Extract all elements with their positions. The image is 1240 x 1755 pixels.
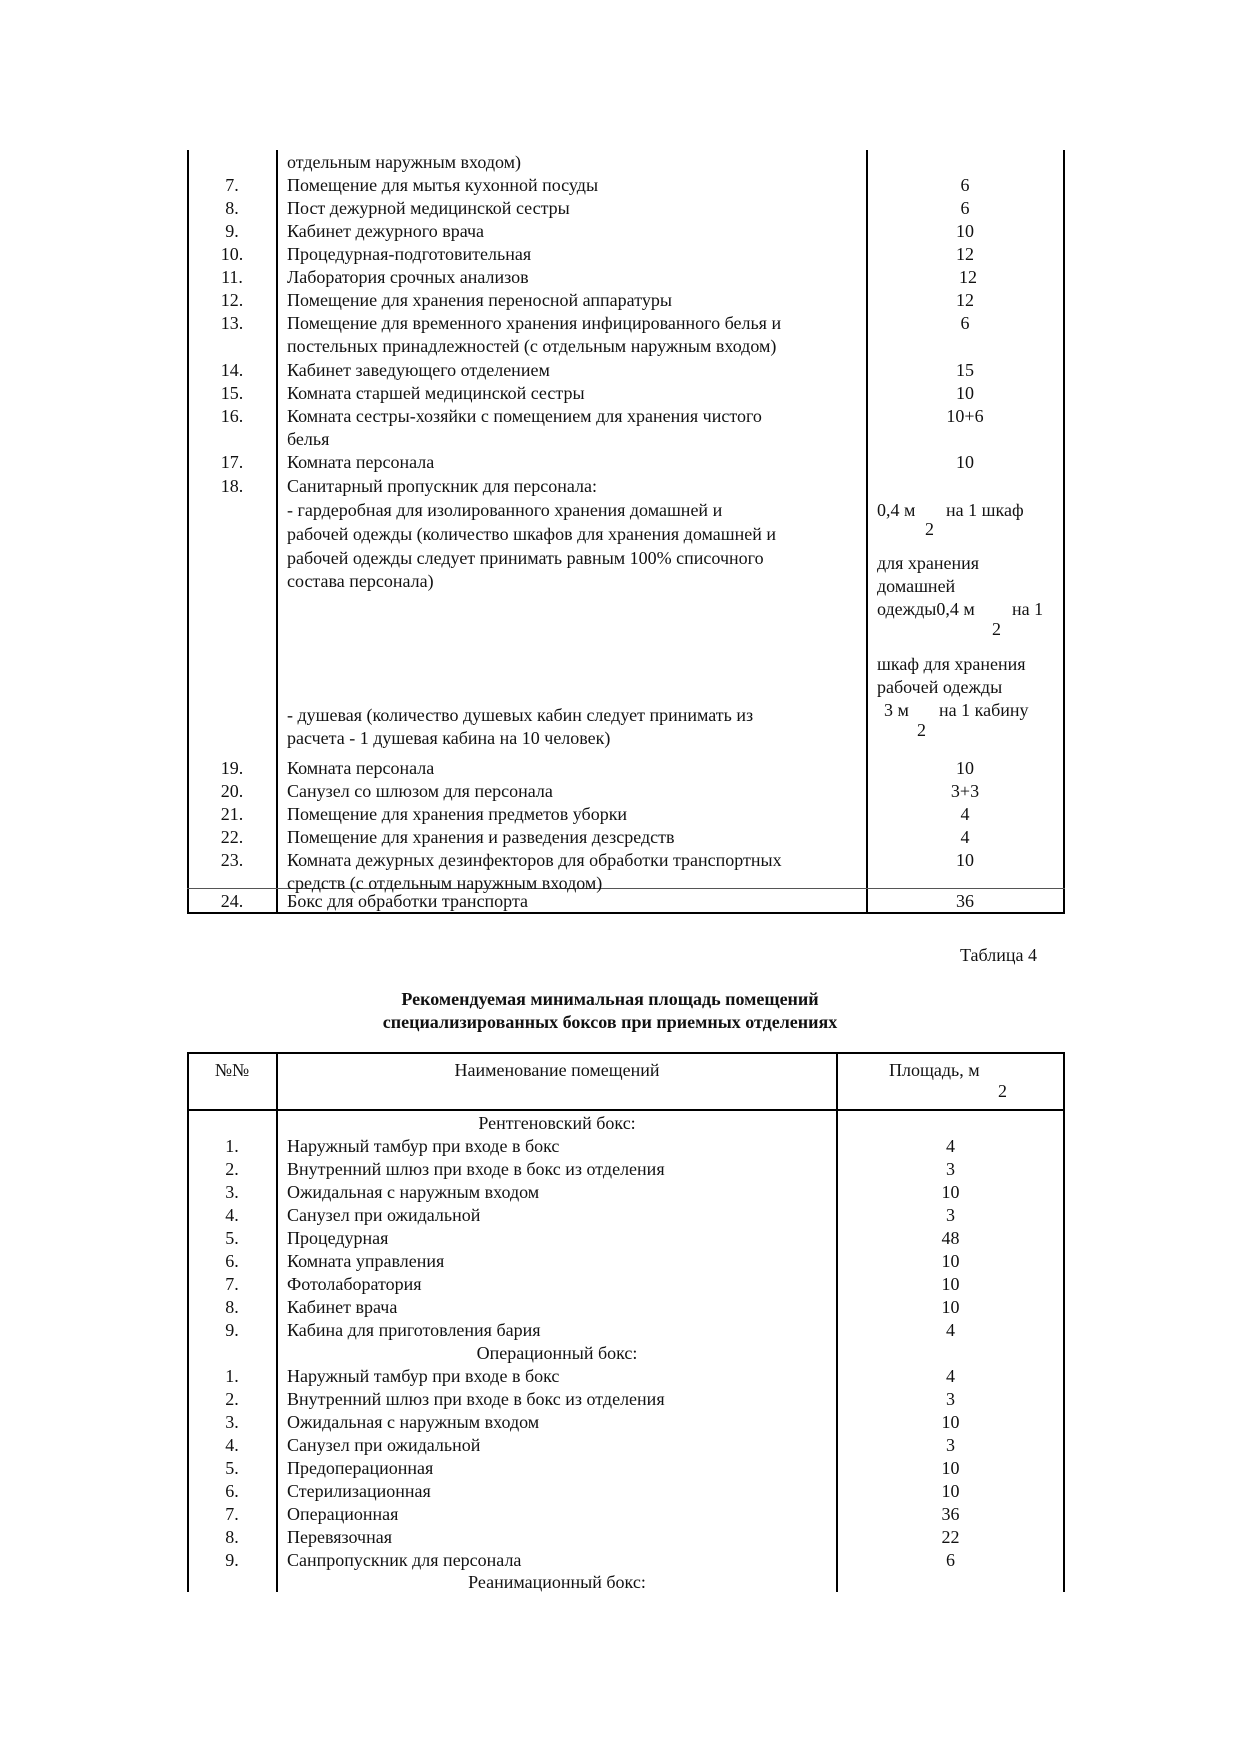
table-label: Таблица 4 <box>960 945 1037 965</box>
cell-num: 8. <box>225 198 239 218</box>
shower-line: расчета - 1 душевая кабина на 10 человек) <box>287 728 611 748</box>
cell-num: 23. <box>220 850 244 870</box>
cell-area: 22 <box>941 1527 960 1547</box>
cell-area: 4 <box>946 1320 955 1340</box>
cell-name: Операционная <box>287 1504 399 1524</box>
cell-area: 10 <box>956 850 974 870</box>
cell-num: 5. <box>225 1458 239 1478</box>
header-area-superscript: 2 <box>998 1081 1007 1101</box>
cell-name: Внутренний шлюз при входе в бокс из отделения <box>287 1389 665 1409</box>
cell-num: 17. <box>220 452 244 472</box>
shower-line: - душевая (количество душевых кабин следует принимать из <box>287 705 754 725</box>
cell-name: Перевязочная <box>287 1527 393 1547</box>
cell-name: Санузел при ожидальной <box>287 1205 481 1225</box>
section-title: Операционный бокс: <box>476 1343 638 1363</box>
cell-num: 8. <box>225 1297 239 1317</box>
cell-name: Ожидальная с наружным входом <box>287 1412 540 1432</box>
section-title: Рентгеновский бокс: <box>478 1113 636 1133</box>
cell-name: Комната дежурных дезинфекторов для обработки транспортных <box>287 850 782 870</box>
cell-name: Предоперационная <box>287 1458 434 1478</box>
cell-name-cont: постельных принадлежностей (с отдельным наружным входом) <box>287 336 777 356</box>
area-home-clothes-tail: на 1 <box>1012 599 1044 619</box>
area-work-clothes: рабочей одежды <box>877 677 1003 697</box>
cell-name: Процедурная <box>287 1228 389 1248</box>
table-title-line1: Рекомендуемая минимальная площадь помещений <box>401 989 819 1009</box>
cell-name: Стерилизационная <box>287 1481 431 1501</box>
cell-name: Комната старшей медицинской сестры <box>287 383 585 403</box>
wardrobe-line: - гардеробная для изолированного хранения домашней и <box>287 500 723 520</box>
cell-name: Комната персонала <box>287 452 435 472</box>
section-title: Реанимационный бокс: <box>468 1572 646 1592</box>
table-border-right <box>1063 150 1065 914</box>
cell-area: 12 <box>959 267 977 287</box>
cell-area: 10 <box>941 1297 960 1317</box>
cell-area: 10 <box>956 758 974 778</box>
cell-num: 1. <box>225 1136 239 1156</box>
area-shower: 3 м <box>884 700 909 720</box>
wardrobe-line: рабочей одежды следует принимать равным 100% списочного <box>287 548 764 568</box>
cell-num: 12. <box>220 290 244 310</box>
cell-name-cont: белья <box>287 429 330 449</box>
cell-area: 3 <box>946 1435 955 1455</box>
cell-area: 3 <box>946 1159 955 1179</box>
cell-name: Помещение для хранения переносной аппаратуры <box>287 290 672 310</box>
cell-area: 10 <box>941 1481 960 1501</box>
wardrobe-line: рабочей одежды (количество шкафов для хранения домашней и <box>287 524 776 544</box>
cell-area: 4 <box>960 827 970 847</box>
area-wardrobe-tail: на 1 шкаф <box>946 500 1024 520</box>
cell-num: 7. <box>225 1274 239 1294</box>
cell-area: 10 <box>941 1251 960 1271</box>
cell-name: Ожидальная с наружным входом <box>287 1182 540 1202</box>
cell-area: 10 <box>956 221 974 241</box>
cell-num: 22. <box>220 827 244 847</box>
area-superscript: 2 <box>917 720 926 740</box>
cell-name: Фотолаборатория <box>287 1274 422 1294</box>
cell-name: Бокс для обработки транспорта <box>287 891 529 911</box>
cell-num: 15. <box>220 383 244 403</box>
cell-area: 10 <box>941 1412 960 1432</box>
cell-area: 4 <box>946 1366 955 1386</box>
area-home-clothes: для хранения <box>877 553 980 573</box>
cell-name: Кабинет врача <box>287 1297 398 1317</box>
table-divider-num <box>276 150 278 914</box>
cell-name: Кабина для приготовления бария <box>287 1320 541 1340</box>
cell-area: 10 <box>941 1274 960 1294</box>
table-title-line2: специализированных боксов при приемных отделениях <box>382 1012 838 1032</box>
cell-name: Санузел со шлюзом для персонала <box>287 781 553 801</box>
cell-num: 10. <box>220 244 244 264</box>
header-num: №№ <box>214 1060 250 1080</box>
cell-area: 15 <box>956 360 974 380</box>
header-area: Площадь, м <box>889 1060 980 1080</box>
cell-name: Внутренний шлюз при входе в бокс из отделения <box>287 1159 665 1179</box>
area-home-clothes: одежды0,4 м <box>877 599 975 619</box>
table4-border-right <box>1063 1052 1065 1592</box>
cell-name-cont: средств (с отдельным наружным входом) <box>287 873 603 893</box>
cell-num: 3. <box>225 1412 239 1432</box>
cell-num: 21. <box>220 804 244 824</box>
cell-area: 4 <box>960 804 970 824</box>
cell-num: 13. <box>220 313 244 333</box>
cell-name: Санузел при ожидальной <box>287 1435 481 1455</box>
cell-name: отдельным наружным входом) <box>287 152 522 172</box>
area-home-clothes: домашней <box>877 576 956 596</box>
cell-num: 6. <box>225 1481 239 1501</box>
area-work-clothes: шкаф для хранения <box>877 654 1026 674</box>
cell-num: 4. <box>225 1435 239 1455</box>
cell-num: 18. <box>220 476 244 496</box>
cell-area: 36 <box>941 1504 960 1524</box>
cell-name: Помещение для временного хранения инфицированного белья и <box>287 313 782 333</box>
header-name: Наименование помещений <box>454 1060 660 1080</box>
table4-border-top <box>187 1052 1065 1054</box>
table4-header-bottom <box>187 1109 1065 1111</box>
cell-area: 6 <box>960 198 970 218</box>
cell-name: Санитарный пропускник для персонала: <box>287 476 597 496</box>
cell-area: 3+3 <box>950 781 980 801</box>
cell-num: 2. <box>225 1159 239 1179</box>
cell-num: 6. <box>225 1251 239 1271</box>
cell-area: 10+6 <box>946 406 984 426</box>
cell-num: 1. <box>225 1366 239 1386</box>
cell-area: 4 <box>946 1136 955 1156</box>
cell-num: 7. <box>225 1504 239 1524</box>
cell-num: 9. <box>225 221 239 241</box>
cell-area: 48 <box>941 1228 960 1248</box>
area-wardrobe: 0,4 м <box>877 500 916 520</box>
cell-area: 3 <box>946 1389 955 1409</box>
table-border-bottom <box>187 912 1065 914</box>
cell-name: Помещение для хранения и разведения дезсредств <box>287 827 675 847</box>
cell-name: Процедурная-подготовительная <box>287 244 532 264</box>
cell-area: 10 <box>956 452 974 472</box>
cell-num: 24. <box>220 891 244 911</box>
cell-area: 6 <box>946 1550 955 1570</box>
cell-area: 36 <box>956 891 974 911</box>
cell-name: Наружный тамбур при входе в бокс <box>287 1366 560 1386</box>
cell-area: 12 <box>956 290 974 310</box>
area-shower-tail: на 1 кабину <box>939 700 1029 720</box>
cell-num: 8. <box>225 1527 239 1547</box>
cell-name: Комната управления <box>287 1251 445 1271</box>
cell-area: 12 <box>956 244 974 264</box>
cell-area: 6 <box>960 313 970 333</box>
cell-name: Кабинет дежурного врача <box>287 221 484 241</box>
cell-num: 20. <box>220 781 244 801</box>
area-superscript: 2 <box>925 519 934 539</box>
cell-num: 9. <box>225 1550 239 1570</box>
cell-num: 3. <box>225 1182 239 1202</box>
cell-num: 9. <box>225 1320 239 1340</box>
cell-area: 10 <box>941 1458 960 1478</box>
cell-num: 11. <box>221 267 243 287</box>
cell-name: Комната персонала <box>287 758 435 778</box>
area-superscript: 2 <box>992 619 1001 639</box>
cell-area: 10 <box>956 383 974 403</box>
cell-name: Санпропускник для персонала <box>287 1550 522 1570</box>
cell-name: Помещение для хранения предметов уборки <box>287 804 628 824</box>
wardrobe-line: состава персонала) <box>287 571 434 591</box>
cell-name: Наружный тамбур при входе в бокс <box>287 1136 560 1156</box>
cell-num: 5. <box>225 1228 239 1248</box>
cell-name: Кабинет заведующего отделением <box>287 360 550 380</box>
cell-name: Комната сестры-хозяйки с помещением для хранения чистого <box>287 406 762 426</box>
cell-area: 10 <box>941 1182 960 1202</box>
cell-name: Пост дежурной медицинской сестры <box>287 198 570 218</box>
cell-num: 14. <box>220 360 244 380</box>
cell-area: 3 <box>946 1205 955 1225</box>
cell-num: 16. <box>220 406 244 426</box>
cell-num: 2. <box>225 1389 239 1409</box>
cell-num: 19. <box>220 758 244 778</box>
cell-num: 7. <box>225 175 239 195</box>
cell-name: Помещение для мытья кухонной посуды <box>287 175 599 195</box>
cell-num: 4. <box>225 1205 239 1225</box>
cell-area: 6 <box>960 175 970 195</box>
cell-name: Лаборатория срочных анализов <box>287 267 529 287</box>
